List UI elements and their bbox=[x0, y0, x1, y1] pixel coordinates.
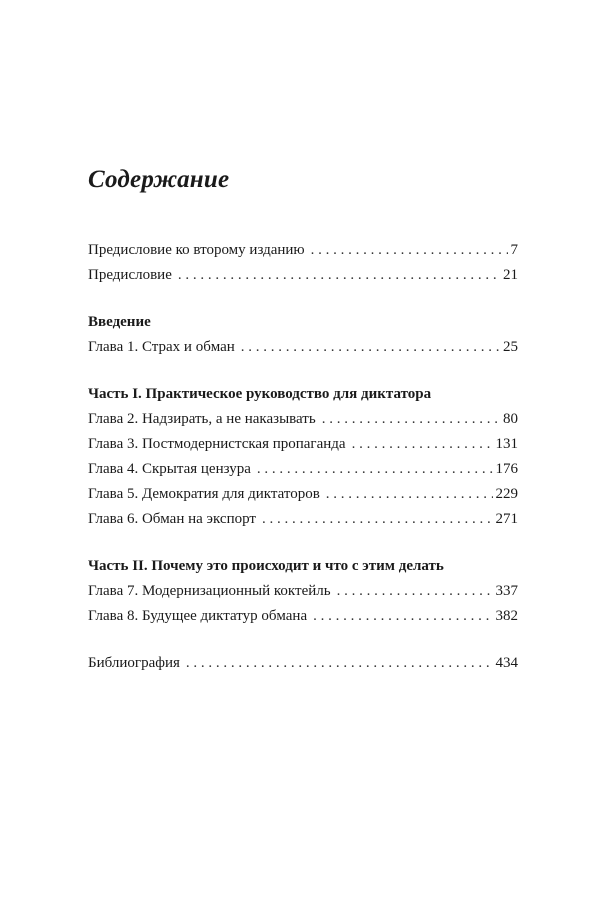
toc-entry-label: Глава 5. Демократия для диктаторов bbox=[88, 486, 320, 502]
toc-entry-chapter-5[interactable] bbox=[88, 482, 518, 507]
toc-entry-label: Глава 7. Модернизационный коктейль bbox=[88, 583, 331, 599]
dot-leader bbox=[313, 604, 492, 629]
section-gap bbox=[88, 360, 518, 382]
section-heading-part-2: Часть II. Почему это происходит и что с этим делать bbox=[88, 558, 444, 574]
toc-entry-label: Глава 4. Скрытая цензура bbox=[88, 461, 251, 477]
toc-entry-chapter-1[interactable] bbox=[88, 335, 518, 360]
toc-entry-chapter-4[interactable] bbox=[88, 457, 518, 482]
dot-leader bbox=[241, 335, 500, 360]
toc-entry-chapter-7[interactable] bbox=[88, 579, 518, 604]
section-heading-introduction: Введение bbox=[88, 314, 151, 330]
toc-entry-label: Предисловие ко второму изданию bbox=[88, 242, 305, 258]
dot-leader bbox=[337, 579, 493, 604]
toc-entry-chapter-3[interactable] bbox=[88, 432, 518, 457]
toc-entry-page: 382 bbox=[495, 608, 518, 624]
toc-entry-page: 131 bbox=[495, 436, 518, 452]
table-of-contents bbox=[88, 238, 518, 676]
toc-entry-label: Библиография bbox=[88, 655, 180, 671]
page-title: Содержание bbox=[88, 166, 230, 193]
toc-entry-page: 176 bbox=[495, 461, 518, 477]
toc-entry-page: 7 bbox=[510, 242, 518, 258]
dot-leader bbox=[311, 238, 508, 263]
dot-leader bbox=[322, 407, 500, 432]
section-gap bbox=[88, 288, 518, 310]
toc-entry-page: 271 bbox=[495, 511, 518, 527]
dot-leader bbox=[262, 507, 493, 532]
dot-leader bbox=[186, 651, 493, 676]
toc-entry-chapter-8[interactable] bbox=[88, 604, 518, 629]
toc-entry-label: Глава 1. Страх и обман bbox=[88, 339, 235, 355]
toc-entry-label: Глава 3. Постмодернистская пропаганда bbox=[88, 436, 346, 452]
toc-entry-chapter-6[interactable] bbox=[88, 507, 518, 532]
section-gap bbox=[88, 532, 518, 554]
toc-entry-preface-second-edition[interactable] bbox=[88, 238, 518, 263]
toc-entry-label: Предисловие bbox=[88, 267, 172, 283]
toc-entry-page: 229 bbox=[495, 486, 518, 502]
section-gap bbox=[88, 629, 518, 651]
toc-entry-chapter-2[interactable] bbox=[88, 407, 518, 432]
toc-entry-page: 337 bbox=[495, 583, 518, 599]
toc-entry-label: Глава 2. Надзирать, а не наказывать bbox=[88, 411, 316, 427]
toc-entry-page: 80 bbox=[503, 411, 518, 427]
toc-entry-label: Глава 6. Обман на экспорт bbox=[88, 511, 256, 527]
toc-entry-bibliography[interactable] bbox=[88, 651, 518, 676]
dot-leader bbox=[352, 432, 493, 457]
section-heading-part-1: Часть I. Практическое руководство для диктатора bbox=[88, 386, 432, 402]
dot-leader bbox=[326, 482, 493, 507]
toc-entry-page: 434 bbox=[495, 655, 518, 671]
toc-entry-page: 25 bbox=[503, 339, 518, 355]
toc-entry-preface[interactable] bbox=[88, 263, 518, 288]
toc-entry-label: Глава 8. Будущее диктатур обмана bbox=[88, 608, 308, 624]
toc-entry-page: 21 bbox=[503, 267, 518, 283]
dot-leader bbox=[257, 457, 493, 482]
dot-leader bbox=[178, 263, 500, 288]
